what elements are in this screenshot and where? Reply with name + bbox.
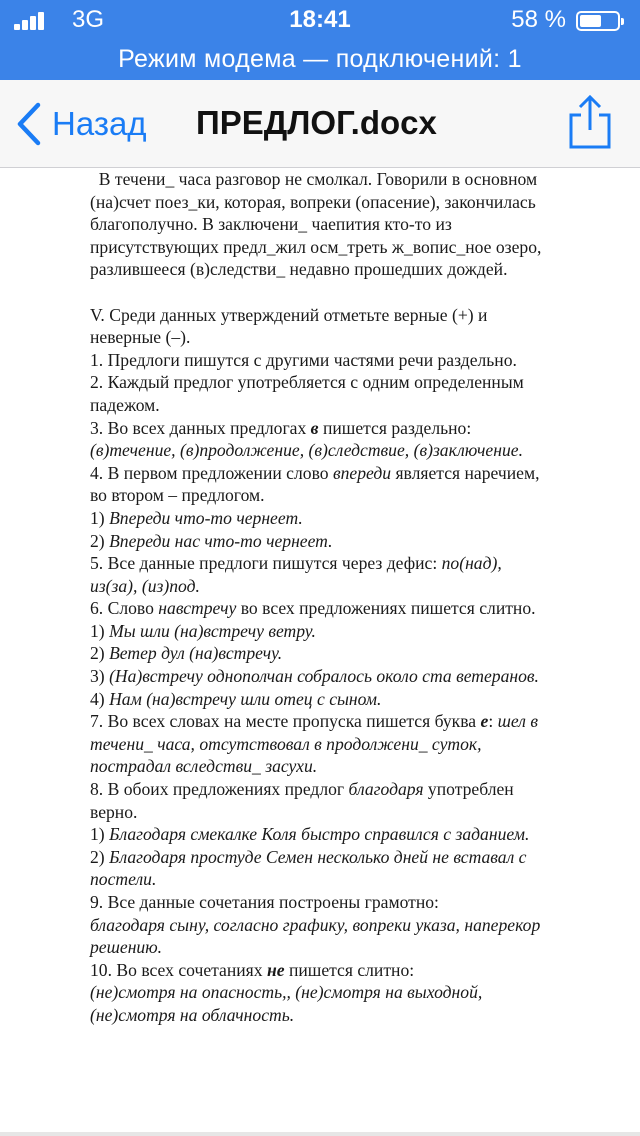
example-line: 1) Впереди что-то чернеет. — [90, 507, 303, 528]
doc-line: 2. Каждый предлог употребляется с одним определенным — [90, 372, 524, 393]
battery-icon — [576, 11, 620, 31]
question-7-examples: пострадал вследстви_ засухи. — [90, 756, 318, 777]
doc-line: V. Среди данных утверждений отметьте верные (+) и — [90, 304, 488, 325]
question-9-examples: благодаря сыну, согласно графику, вопреки указа, наперекор — [90, 914, 541, 935]
example-line: 1) Благодаря смекалке Коля быстро справился с заданием. — [90, 824, 530, 845]
doc-line: присутствующих предл_жил осм_треть ж_вопис_ное озеро, — [90, 236, 542, 257]
back-label: Назад — [52, 105, 147, 142]
question-9-examples: решению. — [90, 937, 163, 958]
example-line: 3) (На)встречу однополчан собралось около ста ветеранов. — [90, 666, 539, 687]
battery-fill — [580, 15, 601, 27]
chevron-left-icon — [16, 102, 42, 146]
doc-line: верно. — [90, 801, 138, 822]
battery-percent: 58 % — [511, 6, 566, 33]
example-line: 2) Впереди нас что-то чернеет. — [90, 530, 333, 551]
example-line: 1) Мы шли (на)встречу ветру. — [90, 620, 316, 641]
doc-line: падежом. — [90, 394, 160, 415]
navigation-bar — [0, 80, 640, 168]
question-4: 4. В первом предложении слово впереди является наречием, — [90, 462, 540, 483]
doc-line: неверные (–). — [90, 327, 191, 348]
bottom-edge — [0, 1132, 640, 1136]
doc-line: В течени_ часа разговор не смолкал. Говорили в основном — [90, 169, 538, 189]
doc-line: благополучно. В заключени_ чаепития кто-то из — [90, 214, 452, 235]
example-line: 4) Нам (на)встречу шли отец с сыном. — [90, 688, 382, 709]
example-line: 2) Благодаря простуде Семен несколько дней не вставал с — [90, 846, 527, 867]
question-7-examples: течени_ часа, отсутствовал в продолжени_ суток, — [90, 733, 482, 754]
question-5: 5. Все данные предлоги пишутся через дефис: по(над), — [90, 553, 502, 574]
document-title: ПРЕДЛОГ.docx — [196, 104, 437, 141]
question-7: 7. Во всех словах на месте пропуска пишется буква е: шел в — [90, 711, 538, 732]
question-3: 3. Во всех данных предлогах в пишется раздельно: — [90, 417, 472, 438]
status-bar — [0, 0, 640, 40]
share-icon[interactable] — [568, 94, 612, 150]
question-10-examples: (не)смотря на облачность. — [90, 1004, 295, 1025]
example-line: 2) Ветер дул (на)встречу. — [90, 643, 283, 664]
back-button[interactable] — [16, 98, 147, 150]
network-type: 3G — [72, 6, 105, 33]
question-5-examples: из(за), (из)под. — [90, 575, 200, 596]
question-8: 8. В обоих предложениях предлог благодаря употреблен — [90, 779, 514, 800]
question-6: 6. Слово навстречу во всех предложениях пишется слитно. — [90, 598, 536, 619]
doc-line: разлившееся (в)следстви_ недавно прошедших дождей. — [90, 259, 508, 280]
clock: 18:41 — [289, 6, 351, 33]
doc-line: 1. Предлоги пишутся с другими частями речи раздельно. — [90, 349, 517, 370]
question-10-examples: (не)смотря на опасность,, (не)смотря на выходной, — [90, 982, 483, 1003]
example-line: постели. — [90, 869, 157, 890]
question-10: 10. Во всех сочетаниях не пишется слитно: — [90, 959, 415, 980]
question-9: 9. Все данные сочетания построены грамотно: — [90, 892, 439, 912]
doc-line: во втором – предлогом. — [90, 485, 265, 506]
document-body[interactable] — [90, 168, 600, 1128]
doc-line: (на)счет поез_ки, которая, вопреки (опасение), закончилась — [90, 191, 536, 212]
question-3-examples: (в)течение, (в)продолжение, (в)следствие, (в)заключение. — [90, 440, 523, 461]
hotspot-banner[interactable]: Режим модема — подключений: 1 — [118, 45, 522, 73]
top-banner — [0, 0, 640, 80]
